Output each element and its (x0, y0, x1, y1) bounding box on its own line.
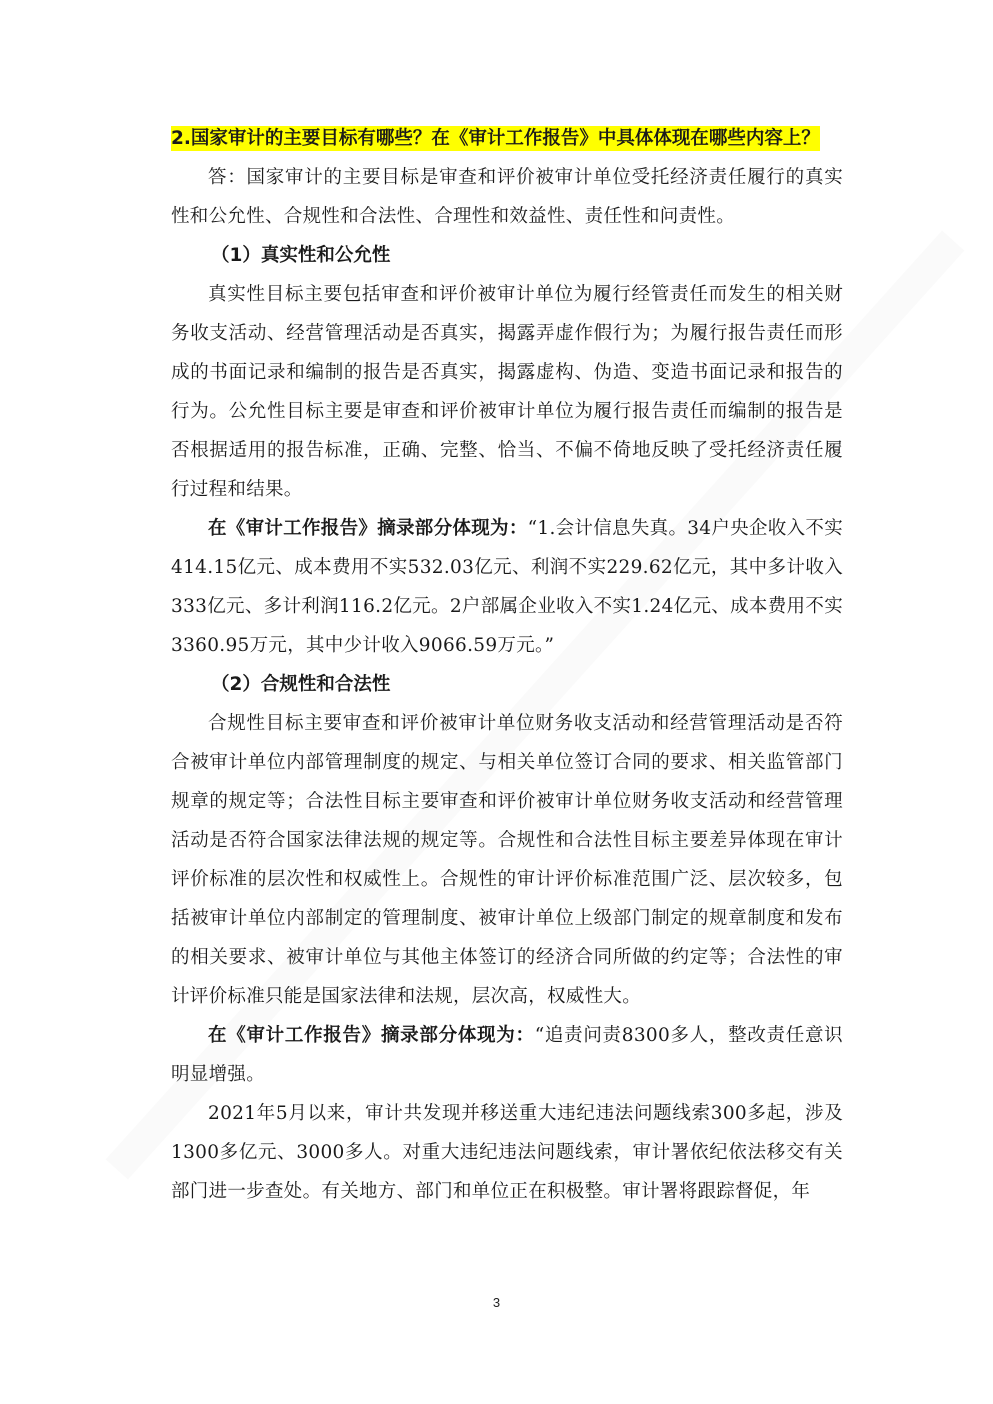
page-number: 3 (492, 1295, 501, 1310)
section2-followup: 2021年5月以来，审计共发现并移送重大违纪违法问题线索300多起，涉及1300多亿元、3000多人。对重大违纪违法问题线索，审计署依纪依法移交有关部门进一步查处。有关地方、部门和单位正在积极整。审计署将跟踪督促，年 (171, 1103, 843, 1202)
section2-report-lead: 在《审计工作报告》摘录部分体现为： (208, 1025, 535, 1046)
section1-report (171, 509, 843, 665)
section1-heading: （1）真实性和公允性 (211, 245, 391, 266)
section1-report-quote: “1.会计信息失真。34户央企收入不实414.15亿元、成本费用不实532.03亿元、利润不实229.62亿元，其中多计收入333亿元、多计利润116.2亿元。2户部属企业收入不实1.24亿元、成本费用不实3360.95万元，其中少计收入9066.59万元。” (171, 518, 843, 656)
section2-report (171, 1016, 843, 1094)
answer-intro: 答：国家审计的主要目标是审查和评价被审计单位受托经济责任履行的真实性和公允性、合规性和合法性、合理性和效益性、责任性和问责性。 (171, 167, 843, 227)
page-content (171, 120, 843, 1211)
section2-body: 合规性目标主要审查和评价被审计单位财务收支活动和经营管理活动是否符合被审计单位内部管理制度的规定、与相关单位签订合同的要求、相关监管部门规章的规定等；合法性目标主要审查和评价被审计单位财务收支活动和经营管理活动是否符合国家法律法规的规定等。合规性和合法性目标主要差异体现在审计评价标准的层次性和权威性上。合规性的审计评价标准范围广泛、层次较多，包括被审计单位内部制定的管理制度、被审计单位上级部门制定的规章制度和发布的相关要求、被审计单位与其他主体签订的经济合同所做的约定等；合法性的审计评价标准只能是国家法律和法规，层次高，权威性大。 (171, 713, 843, 1007)
section1-body: 真实性目标主要包括审查和评价被审计单位为履行经管责任而发生的相关财务收支活动、经营管理活动是否真实，揭露弄虚作假行为；为履行报告责任而形成的书面记录和编制的报告是否真实，揭露虚构、伪造、变造书面记录和报告的行为。公允性目标主要是审查和评价被审计单位为履行报告责任而编制的报告是否根据适用的报告标准，正确、完整、恰当、不偏不倚地反映了受托经济责任履行过程和结果。 (171, 284, 843, 500)
section1-report-lead: 在《审计工作报告》摘录部分体现为： (208, 518, 528, 539)
section2-report-quote: “追责问责8300多人，整改责任意识明显增强。 (171, 1025, 843, 1085)
section2-heading: （2）合规性和合法性 (211, 674, 391, 695)
highlighted-question: 2.国家审计的主要目标有哪些？在《审计工作报告》中具体体现在哪些内容上？ (171, 128, 820, 149)
question-heading (171, 120, 843, 158)
